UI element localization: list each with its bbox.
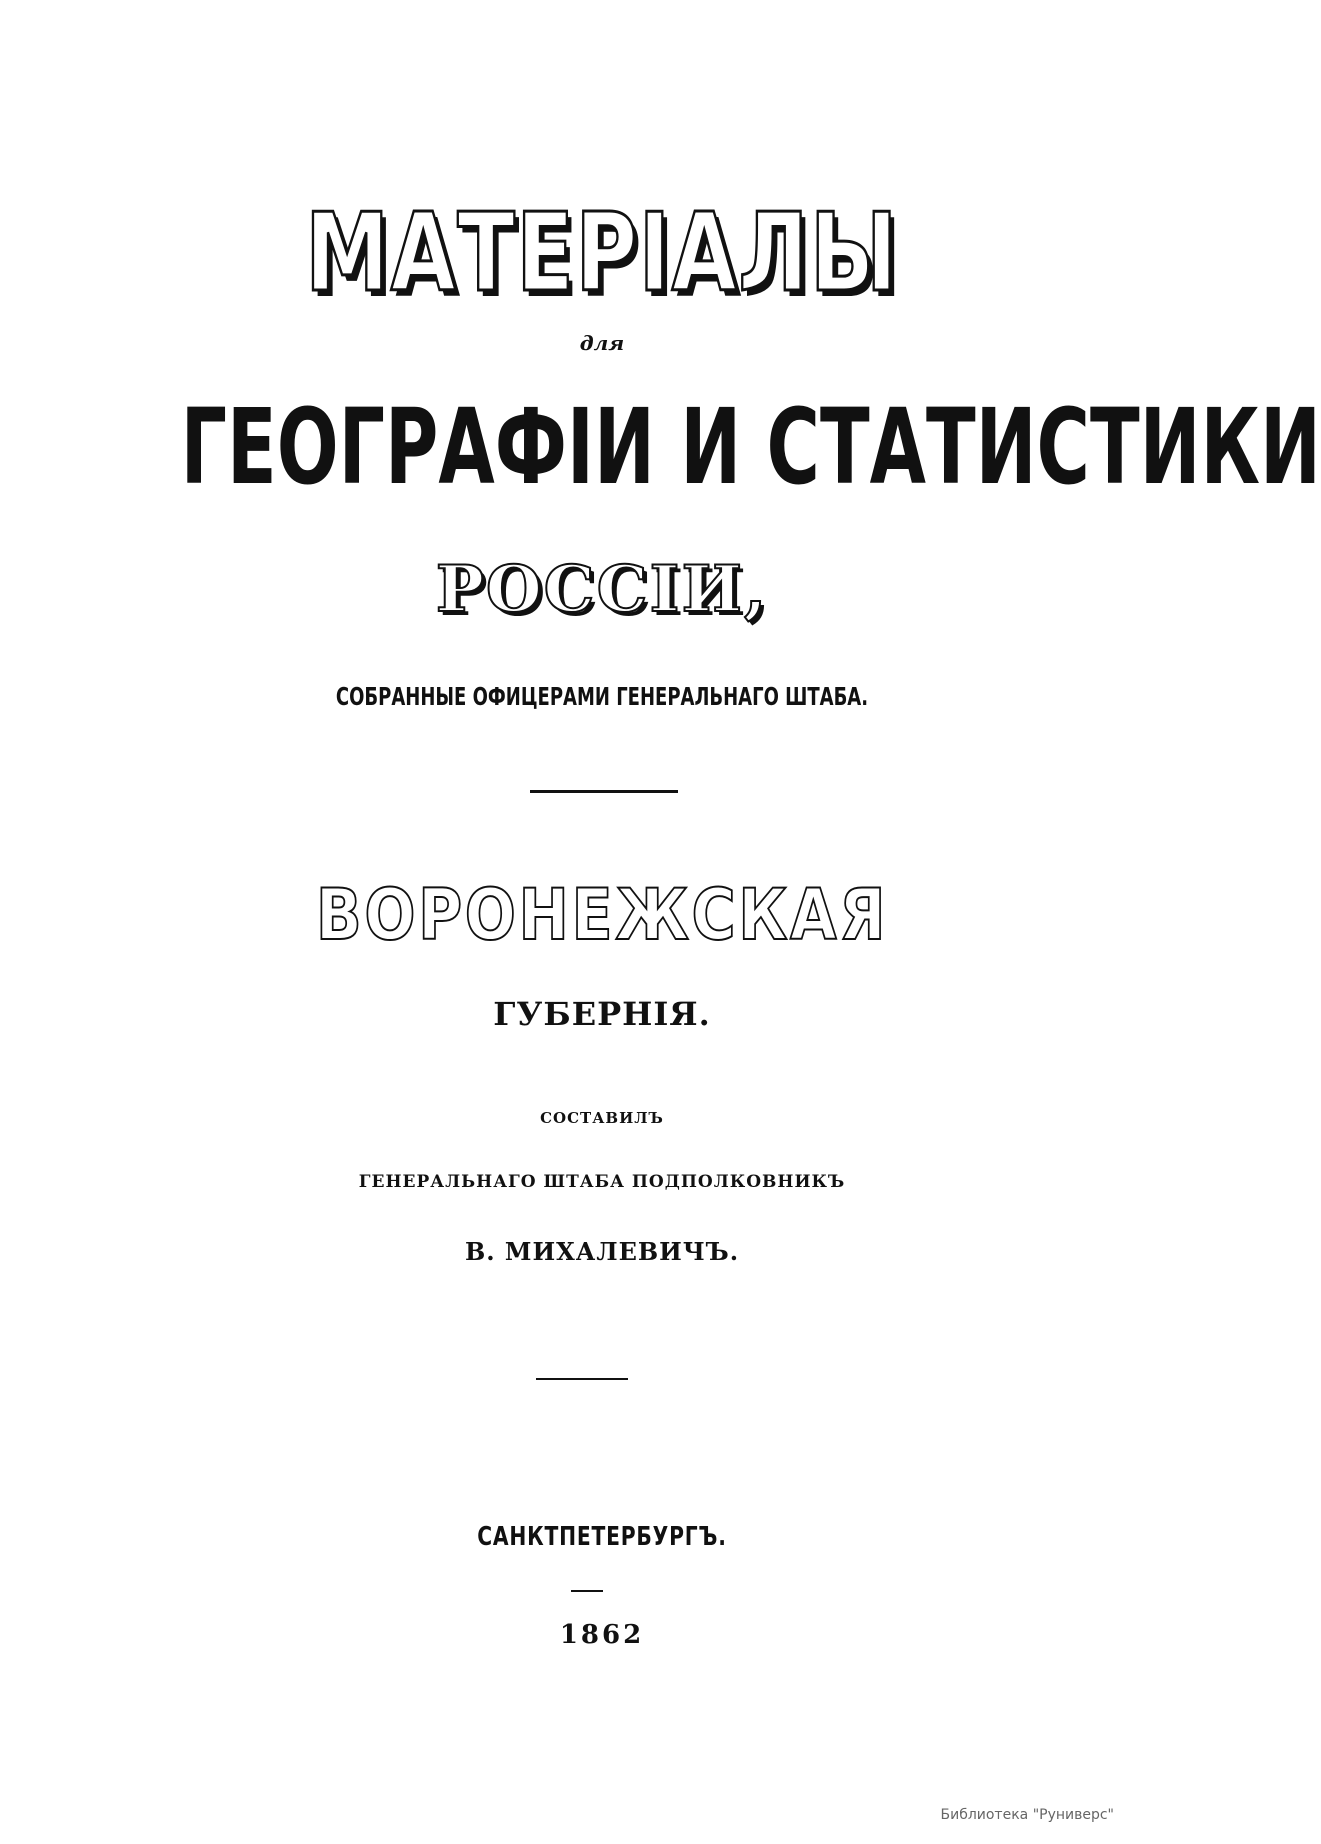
compiled-label: СОСТАВИЛЪ bbox=[540, 1109, 664, 1127]
volume-subtitle: ГУБЕРНІЯ. bbox=[493, 995, 711, 1033]
divider-rule bbox=[530, 790, 678, 793]
library-watermark: Библиотека "Руниверс" bbox=[940, 1807, 1114, 1823]
country-title: РОССІИ, bbox=[435, 552, 769, 627]
preposition-for: для bbox=[579, 331, 625, 355]
collected-by-line: СОБРАННЫЕ ОФИЦЕРАМИ ГЕНЕРАЛЬНАГО ШТАБА. bbox=[335, 682, 869, 711]
publication-year: 1862 bbox=[559, 1620, 645, 1650]
author-rank: ГЕНЕРАЛЬНАГО ШТАБА ПОДПОЛКОВНИКЪ bbox=[358, 1172, 846, 1192]
publication-city: САНКТПЕТЕРБУРГЪ. bbox=[477, 1522, 727, 1552]
subject-title: ГЕОГРАФІИ И СТАТИСТИКИ bbox=[180, 386, 1321, 508]
divider-rule-short bbox=[536, 1378, 628, 1380]
divider-dash bbox=[571, 1590, 603, 1592]
main-title: МАТЕРІАЛЫ bbox=[305, 191, 899, 316]
author-name: В. МИХАЛЕВИЧЪ. bbox=[464, 1237, 740, 1266]
volume-title: ВОРОНЕЖСКАЯ bbox=[315, 874, 889, 956]
